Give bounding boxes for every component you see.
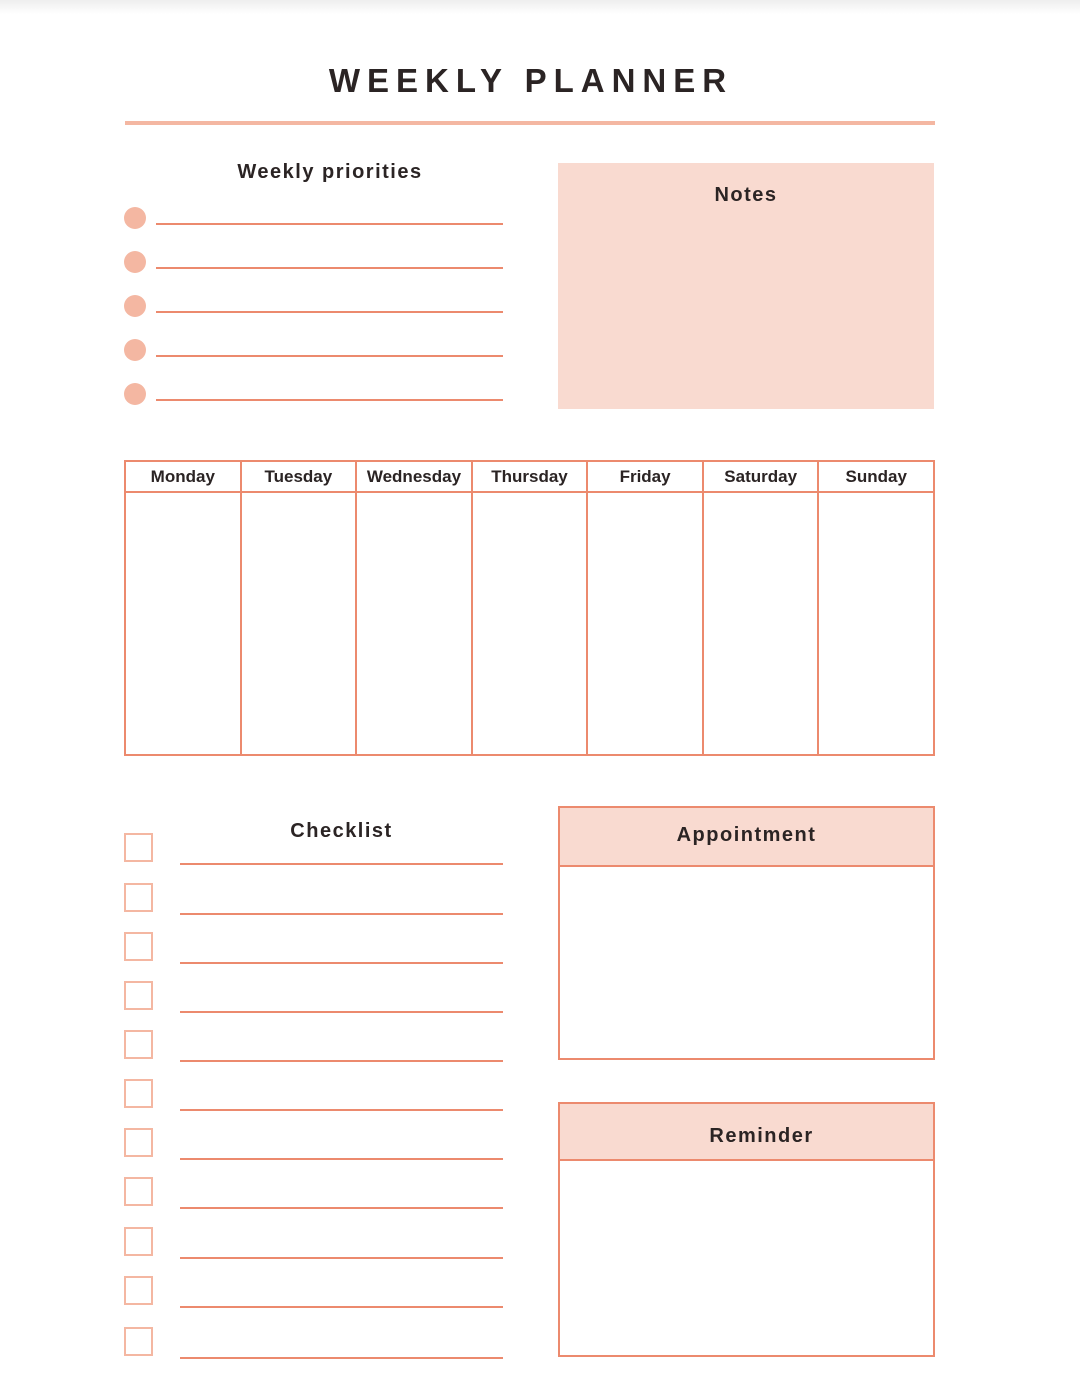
checkbox[interactable] [124, 1030, 153, 1059]
checkbox[interactable] [124, 883, 153, 912]
checklist-line[interactable] [180, 1109, 503, 1111]
checklist-line[interactable] [180, 1306, 503, 1308]
checklist-line[interactable] [180, 1207, 503, 1209]
reminder-box [558, 1102, 935, 1357]
priority-line [156, 355, 503, 357]
priority-item[interactable] [124, 207, 504, 233]
checkbox[interactable] [124, 1327, 153, 1356]
day-header-saturday: Saturday [704, 462, 818, 493]
checklist-line[interactable] [180, 1011, 503, 1013]
notes-heading: Notes [714, 184, 778, 206]
checkbox[interactable] [124, 1276, 153, 1305]
day-header-friday: Friday [588, 462, 702, 493]
day-column-thursday [471, 462, 587, 754]
checklist-line[interactable] [180, 1158, 503, 1160]
day-column-saturday [702, 462, 818, 754]
day-column-tuesday [240, 462, 356, 754]
checklist-line[interactable] [180, 863, 503, 865]
checklist-item [124, 932, 504, 966]
day-cell-sunday[interactable] [819, 493, 933, 754]
checklist-item [124, 1030, 504, 1064]
checklist-item [124, 981, 504, 1015]
day-column-monday [126, 462, 240, 754]
priority-item[interactable] [124, 251, 504, 277]
checkbox[interactable] [124, 1227, 153, 1256]
checklist-line[interactable] [180, 1257, 503, 1259]
day-column-wednesday [355, 462, 471, 754]
day-column-friday [586, 462, 702, 754]
checklist-item [124, 883, 504, 917]
priority-line [156, 267, 503, 269]
checklist-heading: Checklist [290, 820, 393, 842]
checklist-line[interactable] [180, 962, 503, 964]
checklist-line[interactable] [180, 913, 503, 915]
priority-line [156, 399, 503, 401]
checklist-item [124, 1327, 504, 1361]
day-cell-monday[interactable] [126, 493, 240, 754]
bullet-icon [124, 339, 146, 361]
day-header-wednesday: Wednesday [357, 462, 471, 493]
title-divider [125, 121, 935, 125]
checklist-item [124, 1227, 504, 1261]
checkbox[interactable] [124, 981, 153, 1010]
checklist-item [124, 1128, 504, 1162]
day-header-monday: Monday [126, 462, 240, 493]
week-grid [124, 460, 935, 756]
day-cell-thursday[interactable] [473, 493, 587, 754]
checkbox[interactable] [124, 1079, 153, 1108]
checklist-item [124, 1276, 504, 1310]
checkbox[interactable] [124, 932, 153, 961]
bullet-icon [124, 295, 146, 317]
reminder-heading: Reminder [560, 1104, 933, 1161]
day-header-thursday: Thursday [473, 462, 587, 493]
priorities-heading: Weekly priorities [237, 161, 423, 183]
day-cell-saturday[interactable] [704, 493, 818, 754]
day-column-sunday [817, 462, 933, 754]
bullet-icon [124, 251, 146, 273]
priority-item[interactable] [124, 295, 504, 321]
priority-line [156, 223, 503, 225]
day-header-tuesday: Tuesday [242, 462, 356, 493]
day-cell-friday[interactable] [588, 493, 702, 754]
bullet-icon [124, 383, 146, 405]
checklist-item [124, 833, 504, 867]
priority-item[interactable] [124, 383, 504, 409]
checklist-line[interactable] [180, 1060, 503, 1062]
checklist-line[interactable] [180, 1357, 503, 1359]
page-top-shadow [0, 0, 1080, 14]
page-title: WEEKLY PLANNER [328, 62, 734, 99]
checkbox[interactable] [124, 833, 153, 862]
checklist-item [124, 1177, 504, 1211]
day-header-sunday: Sunday [819, 462, 933, 493]
bullet-icon [124, 207, 146, 229]
appointment-box [558, 806, 935, 1060]
priority-item[interactable] [124, 339, 504, 365]
priority-line [156, 311, 503, 313]
checkbox[interactable] [124, 1128, 153, 1157]
checkbox[interactable] [124, 1177, 153, 1206]
checklist-item [124, 1079, 504, 1113]
day-cell-wednesday[interactable] [357, 493, 471, 754]
appointment-heading: Appointment [560, 808, 933, 867]
day-cell-tuesday[interactable] [242, 493, 356, 754]
notes-box[interactable] [558, 163, 934, 409]
